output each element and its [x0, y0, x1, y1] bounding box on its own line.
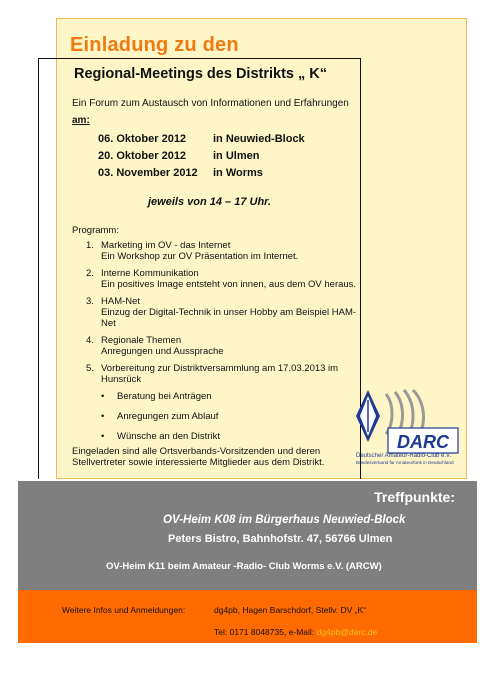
sub-list	[101, 391, 358, 451]
list-item	[86, 240, 358, 262]
bullet: •	[101, 391, 105, 402]
meeting-location: in Ulmen	[213, 150, 260, 162]
sub-item-text: Beratung bei Anträgen	[117, 391, 212, 402]
item-number: 5.	[86, 363, 94, 374]
meeting-dates	[98, 133, 305, 184]
sub-list-item	[101, 391, 358, 411]
meeting-points-panel	[18, 481, 477, 590]
list-item	[86, 296, 358, 329]
page-title: Einladung zu den	[70, 34, 239, 56]
item-title: Vorbereitung zur Distriktversammlung am 17.03.2013 im Hunsrück	[101, 363, 339, 385]
list-item	[86, 335, 358, 357]
item-title: Regionale Themen	[101, 335, 182, 346]
meeting-points-title: Treffpunkte:	[374, 489, 455, 505]
item-number: 1.	[86, 240, 94, 251]
date-row	[98, 167, 305, 184]
page-subtitle: Regional-Meetings des Distrikts „ K“	[74, 66, 327, 82]
contact-person: dg4pb, Hagen Barschdorf, Stellv. DV „K“	[214, 605, 366, 615]
contact-label: Weitere Infos und Anmeldungen:	[62, 605, 186, 615]
list-item	[86, 268, 358, 290]
bullet: •	[101, 411, 105, 422]
sub-list-item	[101, 411, 358, 431]
meeting-point-neuwied: OV-Heim K08 im Bürgerhaus Neuwied-Block	[163, 514, 406, 526]
item-detail: Ein Workshop zur OV Präsentation im Internet.	[101, 251, 299, 262]
darc-wordmark-icon: DARC	[397, 432, 449, 452]
meeting-point-worms: OV-Heim K11 beim Amateur -Radio- Club Worms e.V. (ARCW)	[106, 561, 382, 572]
item-title: Marketing im OV - das Internet	[101, 240, 231, 251]
item-detail: Anregungen und Aussprache	[101, 346, 224, 357]
sub-item-text: Anregungen zum Ablauf	[117, 411, 219, 422]
intro-am: am:	[72, 115, 90, 126]
item-number: 3.	[86, 296, 94, 307]
logo-caption: Deutscher Amateur-Radio-Club e.V.	[356, 453, 452, 459]
program-label: Programm:	[72, 225, 119, 236]
meeting-date: 20. Oktober 2012	[98, 150, 187, 162]
item-detail: Einzug der Digital-Technik in unser Hobby am Beispiel HAM-Net	[101, 307, 357, 329]
program-list	[86, 240, 358, 451]
meeting-date: 06. Oktober 2012	[98, 133, 187, 145]
contact-email-link[interactable]: dg4pb@darc.de	[316, 627, 378, 637]
meeting-location: in Neuwied-Block	[213, 133, 305, 145]
intro-text: Ein Forum zum Austausch von Informationen und Erfahrungen	[72, 98, 349, 109]
list-item	[86, 363, 358, 385]
diamond-emblem-icon	[356, 390, 380, 442]
contact-panel	[18, 590, 477, 643]
item-number: 4.	[86, 335, 94, 346]
contact-phone-email	[214, 627, 377, 637]
sub-item-text: Wünsche an den Distrikt	[117, 431, 220, 442]
item-detail: Ein positives Image entsteht von innen, aus dem OV heraus.	[101, 279, 357, 290]
bullet: •	[101, 431, 105, 442]
contact-phone: Tel: 0171 8048735, e-Mail:	[214, 627, 315, 637]
meeting-location: in Worms	[213, 167, 263, 179]
item-title: HAM-Net	[101, 296, 141, 307]
logo-tagline: Bundesverband für Amateurfunk in Deutschland	[356, 460, 454, 465]
date-row	[98, 150, 305, 167]
meeting-point-ulmen: Peters Bistro, Bahnhofstr. 47, 56766 Ulmen	[168, 533, 393, 545]
closing-text: Eingeladen sind alle Ortsverbands-Vorsitzenden und deren Stellvertreter sowie interessierte Mitglieder aus dem Distrikt.	[72, 446, 325, 468]
date-row	[98, 133, 305, 150]
meeting-date: 03. November 2012	[98, 167, 198, 179]
item-title: Interne Kommunikation	[101, 268, 199, 279]
meeting-hours: jeweils von 14 – 17 Uhr.	[148, 196, 271, 208]
item-number: 2.	[86, 268, 94, 279]
